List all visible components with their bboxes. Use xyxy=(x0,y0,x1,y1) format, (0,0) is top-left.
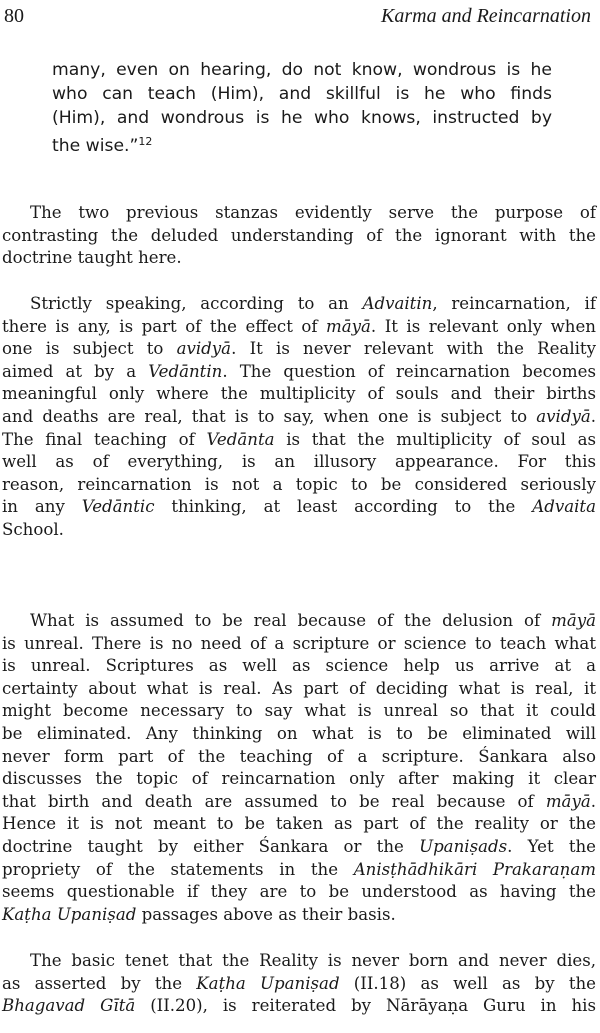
text-line: discusses the topic of reincarnation only after making it clear xyxy=(2,769,596,789)
text-run: . The question of reincarnation becomes xyxy=(222,361,596,381)
italic-term: avidyā xyxy=(536,406,591,426)
text-line: certainty about what is real. As part of deciding what is real, it xyxy=(2,678,596,698)
text-run: (II.18) as well as by the xyxy=(339,973,597,993)
text-run: is that the multiplicity of soul as xyxy=(274,429,596,449)
quote-line: (Him), and wondrous is he who knows, instructed by xyxy=(52,108,552,128)
text-line: reason, reincarnation is not a topic to be considered seriously xyxy=(2,474,596,494)
quote-line-text: the wise.” xyxy=(52,136,139,156)
text-line xyxy=(2,904,596,927)
text-line xyxy=(2,316,596,339)
italic-term: māyā xyxy=(551,611,596,630)
text-line: School. xyxy=(2,519,64,539)
text-line xyxy=(2,429,596,452)
text-line: never form part of the teaching of a scripture. Śankara also xyxy=(2,746,596,766)
italic-term: avidyā xyxy=(176,339,232,359)
italic-term: Advaita xyxy=(532,497,596,517)
text-line xyxy=(2,995,596,1018)
italic-term: Anisṭhādhikāri Prakaraṇam xyxy=(353,859,596,879)
text-run: aimed at by a xyxy=(2,361,149,381)
text-line: contrasting the deluded understanding of the ignorant with the xyxy=(2,225,596,245)
footnote-ref: 12 xyxy=(138,135,153,148)
text-run: that birth and death are assumed to be real because of xyxy=(2,791,546,811)
text-line xyxy=(2,610,596,633)
text-run: . xyxy=(590,791,596,811)
text-line xyxy=(2,338,596,361)
text-line: seems questionable if they are to be understood as having the xyxy=(2,882,596,902)
text-run: and deaths are real, that is to say, when one is subject to xyxy=(2,406,537,426)
text-run: The final teaching of xyxy=(2,429,207,449)
paragraph-1 xyxy=(2,202,596,270)
text-line: meaningful only where the multiplicity of souls and their births xyxy=(2,384,596,404)
text-line xyxy=(2,361,596,384)
text-run: passages above as their basis. xyxy=(136,904,396,924)
text-run: as asserted by the xyxy=(2,973,197,993)
paragraph-3 xyxy=(2,610,596,926)
text-line: well as of everything, is an illusory appearance. For this xyxy=(2,452,596,472)
text-run: What is assumed to be real because of the delusion of xyxy=(30,611,552,630)
text-run: . It is relevant only when xyxy=(370,316,596,336)
text-run: (II.20), is reiterated by Nārāyaṇa Guru in his xyxy=(135,996,596,1016)
italic-term: Upaniṣads xyxy=(419,836,508,856)
text-line: The basic tenet that the Reality is never born and never dies, xyxy=(30,951,596,970)
text-line xyxy=(2,791,596,814)
quote-line: many, even on hearing, do not know, wondrous is he xyxy=(52,60,552,80)
page-number: 80 xyxy=(4,5,24,27)
text-line xyxy=(2,406,596,429)
text-run: . Yet the xyxy=(507,836,596,856)
text-run: one is subject to xyxy=(2,339,177,359)
text-line: Hence it is not meant to be taken as part of the reality or the xyxy=(2,814,596,834)
italic-term: Vedāntin xyxy=(148,361,223,381)
text-line: is unreal. There is no need of a scripture or science to teach what xyxy=(2,633,596,653)
paragraph-2 xyxy=(2,293,596,542)
text-run: there is any, is part of the effect of xyxy=(2,316,327,336)
italic-term: Advaitin xyxy=(362,294,433,313)
text-line: is unreal. Scriptures as well as science help us arrive at a xyxy=(2,656,596,676)
quote-line: who can teach (Him), and skillful is he who finds xyxy=(52,84,552,104)
italic-term: Vedāntic xyxy=(81,497,155,517)
text-run: Strictly speaking, according to an xyxy=(30,294,363,313)
text-line xyxy=(2,859,596,882)
text-line xyxy=(2,293,596,316)
italic-term: Kaṭha Upaniṣad xyxy=(196,973,340,993)
text-line xyxy=(2,973,596,996)
italic-term: Kaṭha Upaniṣad xyxy=(2,904,137,924)
italic-term: Bhagavad Gītā xyxy=(2,996,136,1016)
italic-term: māyā xyxy=(545,791,591,811)
text-line: The two previous stanzas evidently serve the purpose of xyxy=(30,203,596,222)
text-line xyxy=(2,836,596,859)
text-line xyxy=(2,496,596,519)
block-quote xyxy=(52,58,552,158)
text-line: might become necessary to say what is unreal so that it could xyxy=(2,701,596,721)
running-title: Karma and Reincarnation xyxy=(381,5,591,27)
text-run: propriety of the statements in the xyxy=(2,859,354,879)
text-run: , reincarnation, if xyxy=(432,294,596,313)
text-run: . xyxy=(590,406,596,426)
text-run: thinking, at least according to the xyxy=(154,497,533,517)
text-line: be eliminated. Any thinking on what is to be eliminated will xyxy=(2,723,596,743)
italic-term: māyā xyxy=(326,316,371,336)
text-run: doctrine taught by either Śankara or the xyxy=(2,836,420,856)
text-line: doctrine taught here. xyxy=(2,248,182,268)
text-run: . It is never relevant with the Reality xyxy=(231,339,596,359)
italic-term: Vedānta xyxy=(206,429,275,449)
quote-line-last xyxy=(52,130,552,158)
text-run: in any xyxy=(2,497,82,517)
paragraph-4 xyxy=(2,950,596,1018)
running-head xyxy=(4,5,591,33)
